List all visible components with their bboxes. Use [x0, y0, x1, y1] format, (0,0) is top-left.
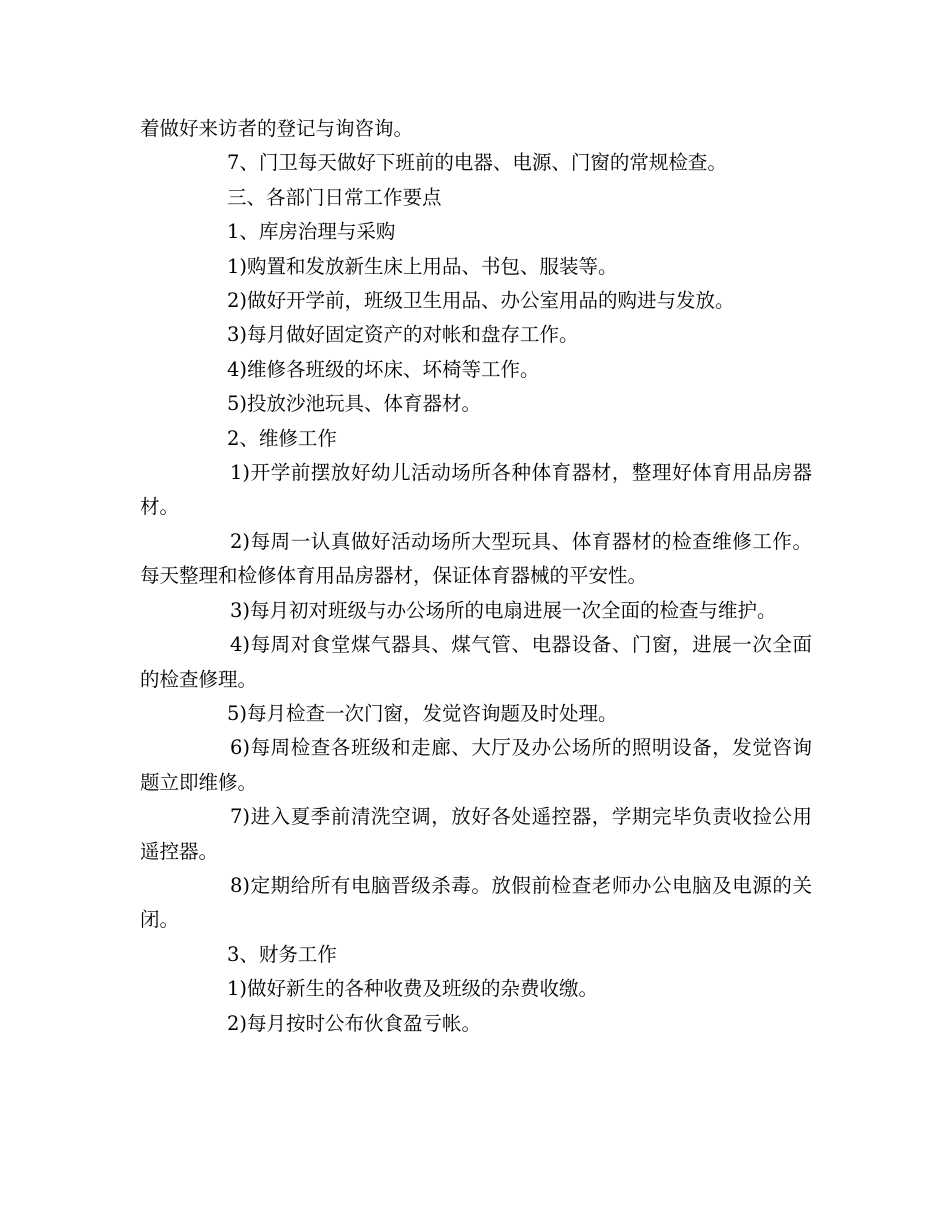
list-item: 2)每周一认真做好活动场所大型玩具、体育器材的检查维修工作。每天整理和检修体育用品房器材，保证体育器械的平安性。 [140, 529, 812, 588]
list-item: 2)做好开学前，班级卫生用品、办公室用品的购进与发放。 [227, 289, 735, 313]
list-item: 4)维修各班级的坏床、坏椅等工作。 [227, 357, 540, 381]
subsection-heading: 1、库房治理与采购 [227, 220, 396, 244]
section-heading: 三、各部门日常工作要点 [227, 185, 442, 209]
paragraph: 着做好来访者的登记与询咨询。 [140, 117, 414, 140]
document-body [140, 112, 812, 1041]
list-item: 2)每月按时公布伙食盈亏帐。 [227, 1011, 482, 1035]
list-item: 1)开学前摆放好幼儿活动场所各种体育器材，整理好体育用品房器材。 [140, 461, 812, 519]
subsection-heading: 2、维修工作 [227, 426, 337, 450]
list-item: 1)做好新生的各种收费及班级的杂费收缴。 [227, 977, 599, 1001]
list-item: 3)每月做好固定资产的对帐和盘存工作。 [227, 323, 579, 347]
list-item: 5)每月检查一次门窗，发觉咨询题及时处理。 [227, 701, 618, 725]
list-item: 7)进入夏季前清洗空调，放好各处遥控器，学期完毕负责收捡公用遥控器。 [140, 805, 812, 863]
list-item: 6)每周检查各班级和走廊、大厅及办公场所的照明设备，发觉咨询题立即维修。 [140, 736, 812, 794]
list-item: 8)定期给所有电脑晋级杀毒。放假前检查老师办公电脑及电源的关闭。 [140, 873, 812, 932]
list-item: 3)每月初对班级与办公场所的电扇进展一次全面的检查与维护。 [230, 598, 777, 622]
list-item: 5)投放沙池玩具、体育器材。 [227, 392, 482, 416]
subsection-heading: 3、财务工作 [227, 942, 337, 966]
list-item: 4)每周对食堂煤气器具、煤气管、电器设备、门窗，进展一次全面的检查修理。 [140, 633, 812, 691]
paragraph: 7、门卫每天做好下班前的电器、电源、门窗的常规检查。 [227, 151, 727, 175]
list-item: 1)购置和发放新生床上用品、书包、服装等。 [227, 254, 618, 278]
